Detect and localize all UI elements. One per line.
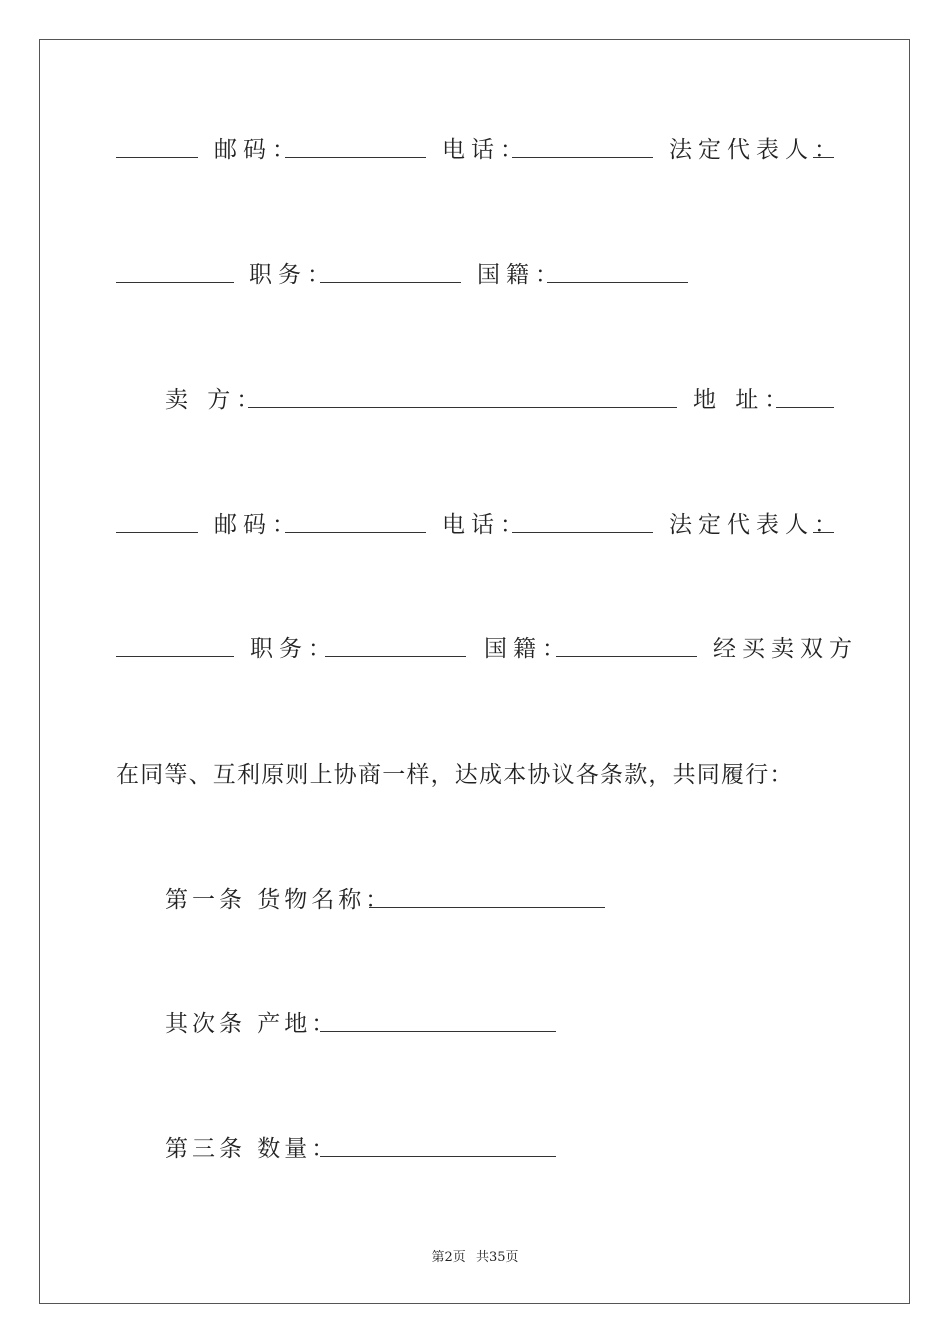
article-1-label: 第一条 货物名称：	[165, 887, 393, 913]
buyer-nationality-blank[interactable]	[547, 282, 688, 283]
seller-postcode-label: 邮码：	[214, 512, 301, 538]
page-total: 共35页	[475, 1250, 519, 1265]
buyer-legal-rep-blank[interactable]	[813, 157, 834, 158]
buyer-postcode-blank[interactable]	[285, 157, 426, 158]
seller-legal-rep-blank[interactable]	[813, 532, 834, 533]
page-border	[39, 39, 910, 1304]
article-2-label: 其次条 产地：	[165, 1011, 339, 1037]
article-3-label: 第三条 数量：	[165, 1136, 339, 1162]
page-footer	[0, 1246, 950, 1265]
seller-label: 卖 方：	[165, 387, 266, 413]
seller-address-label: 地 址：	[693, 387, 794, 413]
buyer-postcode-label: 邮码：	[214, 137, 301, 163]
buyer-position-blank[interactable]	[320, 282, 461, 283]
seller-nationality-blank[interactable]	[556, 656, 697, 657]
seller-phone-label: 电话：	[442, 512, 529, 538]
buyer-legal-rep-label: 法定代表人：	[669, 137, 843, 163]
preamble-text: 在同等、互利原则上协商一样，达成本协议各条款，共同履行：	[116, 762, 794, 788]
article-3-blank[interactable]	[320, 1156, 556, 1157]
agreement-start-text: 经买卖双方	[713, 636, 858, 662]
page-number: 第2页	[431, 1250, 466, 1265]
blank-line[interactable]	[116, 157, 198, 158]
seller-postcode-blank[interactable]	[285, 532, 426, 533]
seller-position-label: 职务：	[250, 636, 337, 662]
article-2-blank[interactable]	[320, 1031, 556, 1032]
buyer-position-label: 职务：	[249, 262, 336, 288]
seller-address-blank-cont[interactable]	[116, 532, 198, 533]
seller-nationality-label: 国籍：	[484, 636, 571, 662]
seller-legal-rep-blank-cont[interactable]	[116, 656, 234, 657]
seller-legal-rep-label: 法定代表人：	[669, 512, 843, 538]
buyer-phone-blank[interactable]	[512, 157, 653, 158]
seller-address-blank[interactable]	[776, 407, 834, 408]
buyer-nationality-label: 国籍：	[477, 262, 564, 288]
seller-phone-blank[interactable]	[512, 532, 653, 533]
buyer-legal-rep-blank-cont[interactable]	[116, 282, 234, 283]
seller-position-blank[interactable]	[325, 656, 466, 657]
article-1-blank[interactable]	[369, 907, 605, 908]
buyer-phone-label: 电话：	[442, 137, 529, 163]
seller-name-blank[interactable]	[248, 407, 677, 408]
